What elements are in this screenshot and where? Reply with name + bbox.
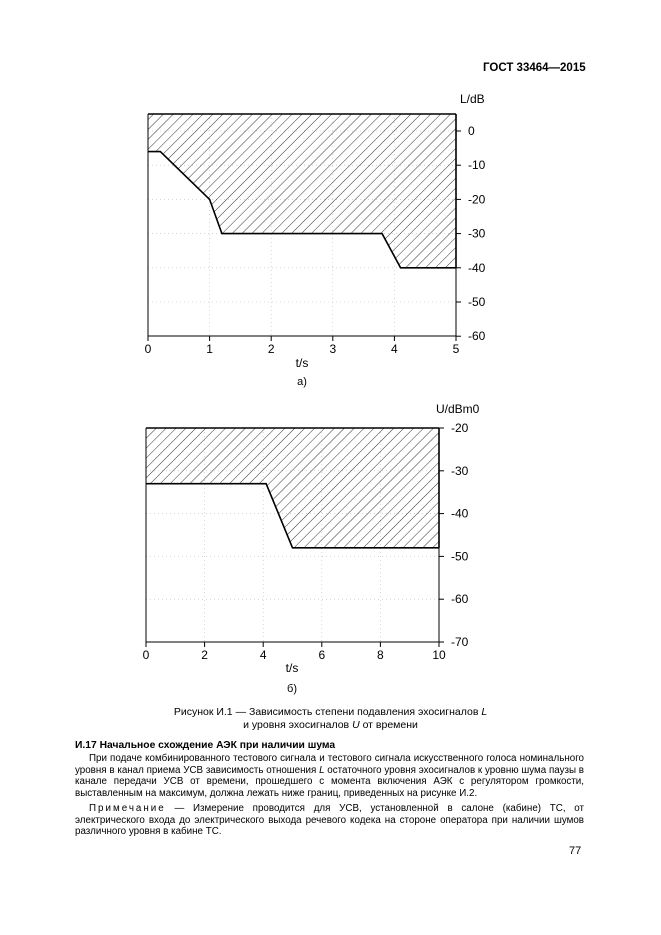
y-tick-label: -40 xyxy=(468,260,486,275)
paragraph-1 xyxy=(75,753,584,799)
y-tick-label: -50 xyxy=(468,295,486,309)
y-tick-label: -50 xyxy=(451,549,469,564)
caption-line2: и уровня эхосигналов xyxy=(243,719,353,731)
y-tick-label: -10 xyxy=(468,158,486,173)
hatched-region xyxy=(148,114,456,268)
panel-label: б) xyxy=(287,683,297,695)
caption-var-u: U xyxy=(352,719,360,731)
x-tick-label: 4 xyxy=(391,342,398,356)
paragraph-1-var: L xyxy=(319,764,325,776)
y-tick-label: -70 xyxy=(451,635,469,649)
x-tick-label: 10 xyxy=(432,648,446,662)
y-axis-label: L/dB xyxy=(460,92,485,106)
hatched-region xyxy=(146,428,439,548)
caption-line1: Рисунок И.1 — Зависимость степени подавления эхосигналов xyxy=(173,706,482,718)
document-id: ГОСТ 33464—2015 xyxy=(483,62,586,74)
y-tick-label: -20 xyxy=(468,192,486,207)
x-tick-label: 2 xyxy=(267,342,275,356)
x-tick-label: 0 xyxy=(144,342,152,356)
x-tick-label: 8 xyxy=(377,648,384,662)
caption-line2-suffix: от времени xyxy=(359,719,418,731)
y-tick-label: 0 xyxy=(468,124,475,138)
note-label: Примечание xyxy=(89,803,166,814)
x-tick-label: 5 xyxy=(452,342,460,356)
x-tick-label: 0 xyxy=(142,648,150,662)
x-tick-label: 1 xyxy=(206,342,213,356)
chart-a xyxy=(145,92,486,388)
x-tick-label: 2 xyxy=(201,648,208,662)
panel-label: а) xyxy=(297,376,307,388)
x-axis-label: t/s xyxy=(295,356,309,370)
figure-caption xyxy=(0,706,661,732)
caption-var-l: L xyxy=(481,706,488,718)
y-tick-label: -60 xyxy=(451,592,469,607)
page-number: 77 xyxy=(569,845,582,857)
chart-b xyxy=(143,402,480,695)
y-tick-label: -40 xyxy=(451,506,469,521)
x-tick-label: 6 xyxy=(318,648,326,662)
y-tick-label: -60 xyxy=(468,329,486,344)
y-tick-label: -30 xyxy=(451,463,469,478)
note-text: — Измерение проводится для УСВ, установленной в салоне (кабине) ТС, от электрического входа до электрического выхода речевого кодека на стороне оператора при наличии шумов различного уровня в кабине ТС. xyxy=(75,803,584,838)
y-tick-label: -30 xyxy=(468,226,486,241)
paragraph-1-after: остаточного уровня эхосигналов к уровню шума паузы в канале передачи УСВ от времени, прошедшего с момента включения АЭК с регулятором громкости, выставленным на максимум, должна лежать ниже границ, приведенных на рисунке И.2. xyxy=(75,764,584,799)
x-tick-label: 3 xyxy=(329,342,337,356)
y-tick-label: -20 xyxy=(451,421,469,435)
y-axis-label: U/dBm0 xyxy=(436,402,480,416)
x-axis-label: t/s xyxy=(285,661,299,675)
x-tick-label: 4 xyxy=(259,648,267,662)
note-paragraph xyxy=(75,803,584,838)
paragraph-1-before: При подаче комбинированного тестового сигнала и тестового сигнала искусственного голоса номинального уровня в канал приема УСВ зависимость отношения xyxy=(75,753,584,776)
section-title: И.17 Начальное схождение АЭК при наличии шума xyxy=(75,740,336,751)
